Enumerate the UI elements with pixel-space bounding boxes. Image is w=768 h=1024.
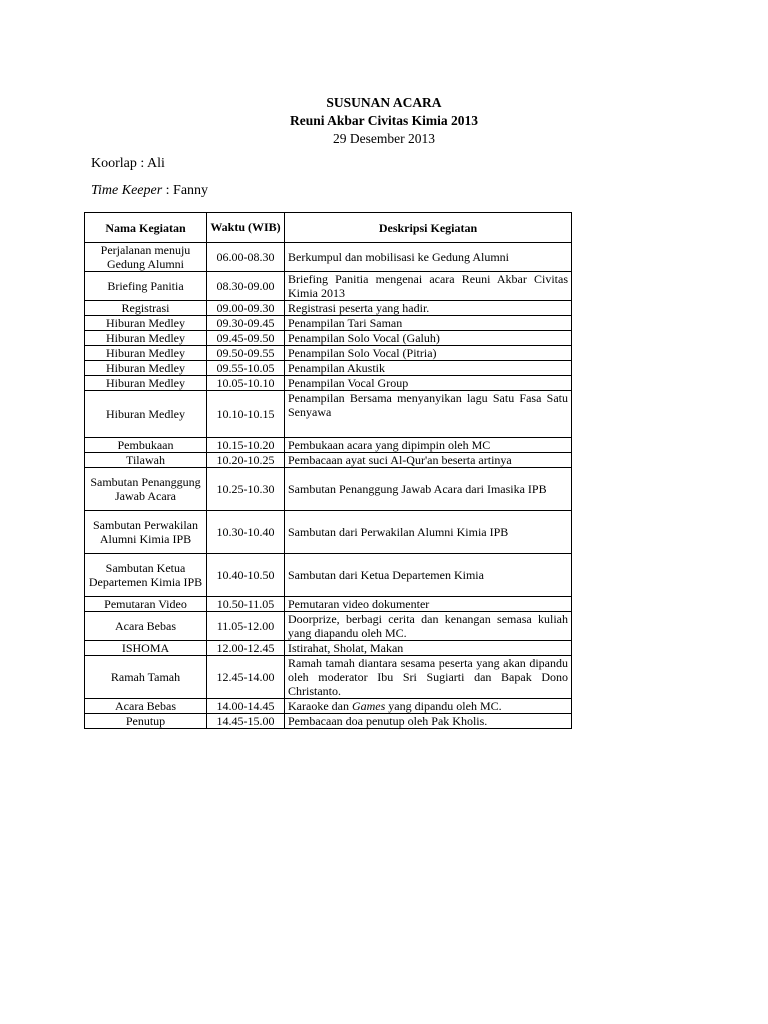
cell-name: Sambutan Ketua Departemen Kimia IPB [85, 554, 207, 597]
cell-name: Hiburan Medley [85, 391, 207, 438]
timekeeper-line [91, 182, 208, 200]
table-row [85, 331, 572, 346]
cell-description: Sambutan Penanggung Jawab Acara dari Imasika IPB [285, 468, 572, 511]
timekeeper-value: Fanny [173, 183, 209, 198]
cell-description: Pembacaan ayat suci Al-Qur'an beserta artinya [285, 453, 572, 468]
cell-name: Hiburan Medley [85, 376, 207, 391]
cell-time: 12.45-14.00 [207, 656, 285, 699]
cell-name: Penutup [85, 714, 207, 729]
cell-description: Berkumpul dan mobilisasi ke Gedung Alumni [285, 243, 572, 272]
cell-description: Pembacaan doa penutup oleh Pak Kholis. [285, 714, 572, 729]
cell-description: Doorprize, berbagi cerita dan kenangan semasa kuliah yang diapandu oleh MC. [285, 612, 572, 641]
table-row [85, 243, 572, 272]
cell-name: Acara Bebas [85, 699, 207, 714]
cell-time: 10.30-10.40 [207, 511, 285, 554]
title-block [0, 94, 768, 148]
table-header-row [85, 213, 572, 243]
document-date: 29 Desember 2013 [333, 131, 435, 146]
table-row [85, 272, 572, 301]
header-time: Waktu (WIB) [207, 213, 285, 243]
table-row [85, 554, 572, 597]
table-row [85, 511, 572, 554]
cell-name: Hiburan Medley [85, 346, 207, 361]
cell-description: Briefing Panitia mengenai acara Reuni Akbar Civitas Kimia 2013 [285, 272, 572, 301]
koorlap-label: Koorlap [91, 156, 137, 171]
table-row [85, 656, 572, 699]
cell-time: 10.50-11.05 [207, 597, 285, 612]
schedule-table [84, 212, 572, 729]
cell-time: 12.00-12.45 [207, 641, 285, 656]
cell-name: Ramah Tamah [85, 656, 207, 699]
cell-description: Penampilan Solo Vocal (Galuh) [285, 331, 572, 346]
table-row [85, 597, 572, 612]
cell-description: Registrasi peserta yang hadir. [285, 301, 572, 316]
cell-name: Acara Bebas [85, 612, 207, 641]
cell-time: 11.05-12.00 [207, 612, 285, 641]
table-row [85, 301, 572, 316]
cell-description: Penampilan Vocal Group [285, 376, 572, 391]
cell-name: Perjalanan menuju Gedung Alumni [85, 243, 207, 272]
table-row [85, 641, 572, 656]
cell-name: Pemutaran Video [85, 597, 207, 612]
cell-description: Pembukaan acara yang dipimpin oleh MC [285, 438, 572, 453]
table-row [85, 346, 572, 361]
cell-description: Pemutaran video dokumenter [285, 597, 572, 612]
cell-description: Sambutan dari Perwakilan Alumni Kimia IPB [285, 511, 572, 554]
cell-name: Hiburan Medley [85, 316, 207, 331]
table-row [85, 361, 572, 376]
description-text: Karaoke dan [288, 699, 352, 713]
cell-description: Penampilan Solo Vocal (Pitria) [285, 346, 572, 361]
cell-time: 09.55-10.05 [207, 361, 285, 376]
cell-name: Pembukaan [85, 438, 207, 453]
timekeeper-separator: : [162, 183, 174, 198]
cell-time: 10.15-10.20 [207, 438, 285, 453]
table-row [85, 391, 572, 438]
description-text: yang dipandu oleh MC. [385, 699, 502, 713]
cell-time: 09.50-09.55 [207, 346, 285, 361]
description-emphasis: Games [351, 699, 386, 713]
cell-description: Penampilan Bersama menyanyikan lagu Satu Fasa Satu Senyawa [285, 391, 572, 438]
cell-description: Istirahat, Sholat, Makan [285, 641, 572, 656]
table-row [85, 438, 572, 453]
cell-name: Sambutan Perwakilan Alumni Kimia IPB [85, 511, 207, 554]
table-row [85, 376, 572, 391]
cell-description: Penampilan Akustik [285, 361, 572, 376]
cell-time: 08.30-09.00 [207, 272, 285, 301]
cell-time: 10.40-10.50 [207, 554, 285, 597]
cell-name: Hiburan Medley [85, 331, 207, 346]
header-name: Nama Kegiatan [85, 213, 207, 243]
cell-name: Registrasi [85, 301, 207, 316]
koorlap-value: Ali [147, 156, 165, 171]
cell-description: Penampilan Tari Saman [285, 316, 572, 331]
header-description: Deskripsi Kegiatan [285, 213, 572, 243]
table-row [85, 468, 572, 511]
cell-name: Briefing Panitia [85, 272, 207, 301]
cell-time: 10.25-10.30 [207, 468, 285, 511]
cell-time: 09.45-09.50 [207, 331, 285, 346]
cell-description: Sambutan dari Ketua Departemen Kimia [285, 554, 572, 597]
cell-name: Tilawah [85, 453, 207, 468]
koorlap-line [91, 155, 165, 173]
koorlap-separator: : [136, 156, 148, 171]
cell-time: 10.05-10.10 [207, 376, 285, 391]
cell-name: ISHOMA [85, 641, 207, 656]
cell-name: Hiburan Medley [85, 361, 207, 376]
cell-time: 09.00-09.30 [207, 301, 285, 316]
table-row [85, 612, 572, 641]
timekeeper-label: Time Keeper [91, 183, 163, 198]
table-row [85, 316, 572, 331]
table-row [85, 714, 572, 729]
table-row [85, 699, 572, 714]
cell-description [285, 699, 572, 714]
cell-time: 06.00-08.30 [207, 243, 285, 272]
table-row [85, 453, 572, 468]
cell-time: 09.30-09.45 [207, 316, 285, 331]
cell-name: Sambutan Penanggung Jawab Acara [85, 468, 207, 511]
document-title: SUSUNAN ACARA [326, 95, 442, 110]
cell-time: 10.10-10.15 [207, 391, 285, 438]
cell-time: 14.45-15.00 [207, 714, 285, 729]
cell-time: 14.00-14.45 [207, 699, 285, 714]
cell-time: 10.20-10.25 [207, 453, 285, 468]
document-subtitle: Reuni Akbar Civitas Kimia 2013 [289, 113, 479, 128]
cell-description: Ramah tamah diantara sesama peserta yang akan dipandu oleh moderator Ibu Sri Sugiarti dan Bapak Dono Christanto. [285, 656, 572, 699]
